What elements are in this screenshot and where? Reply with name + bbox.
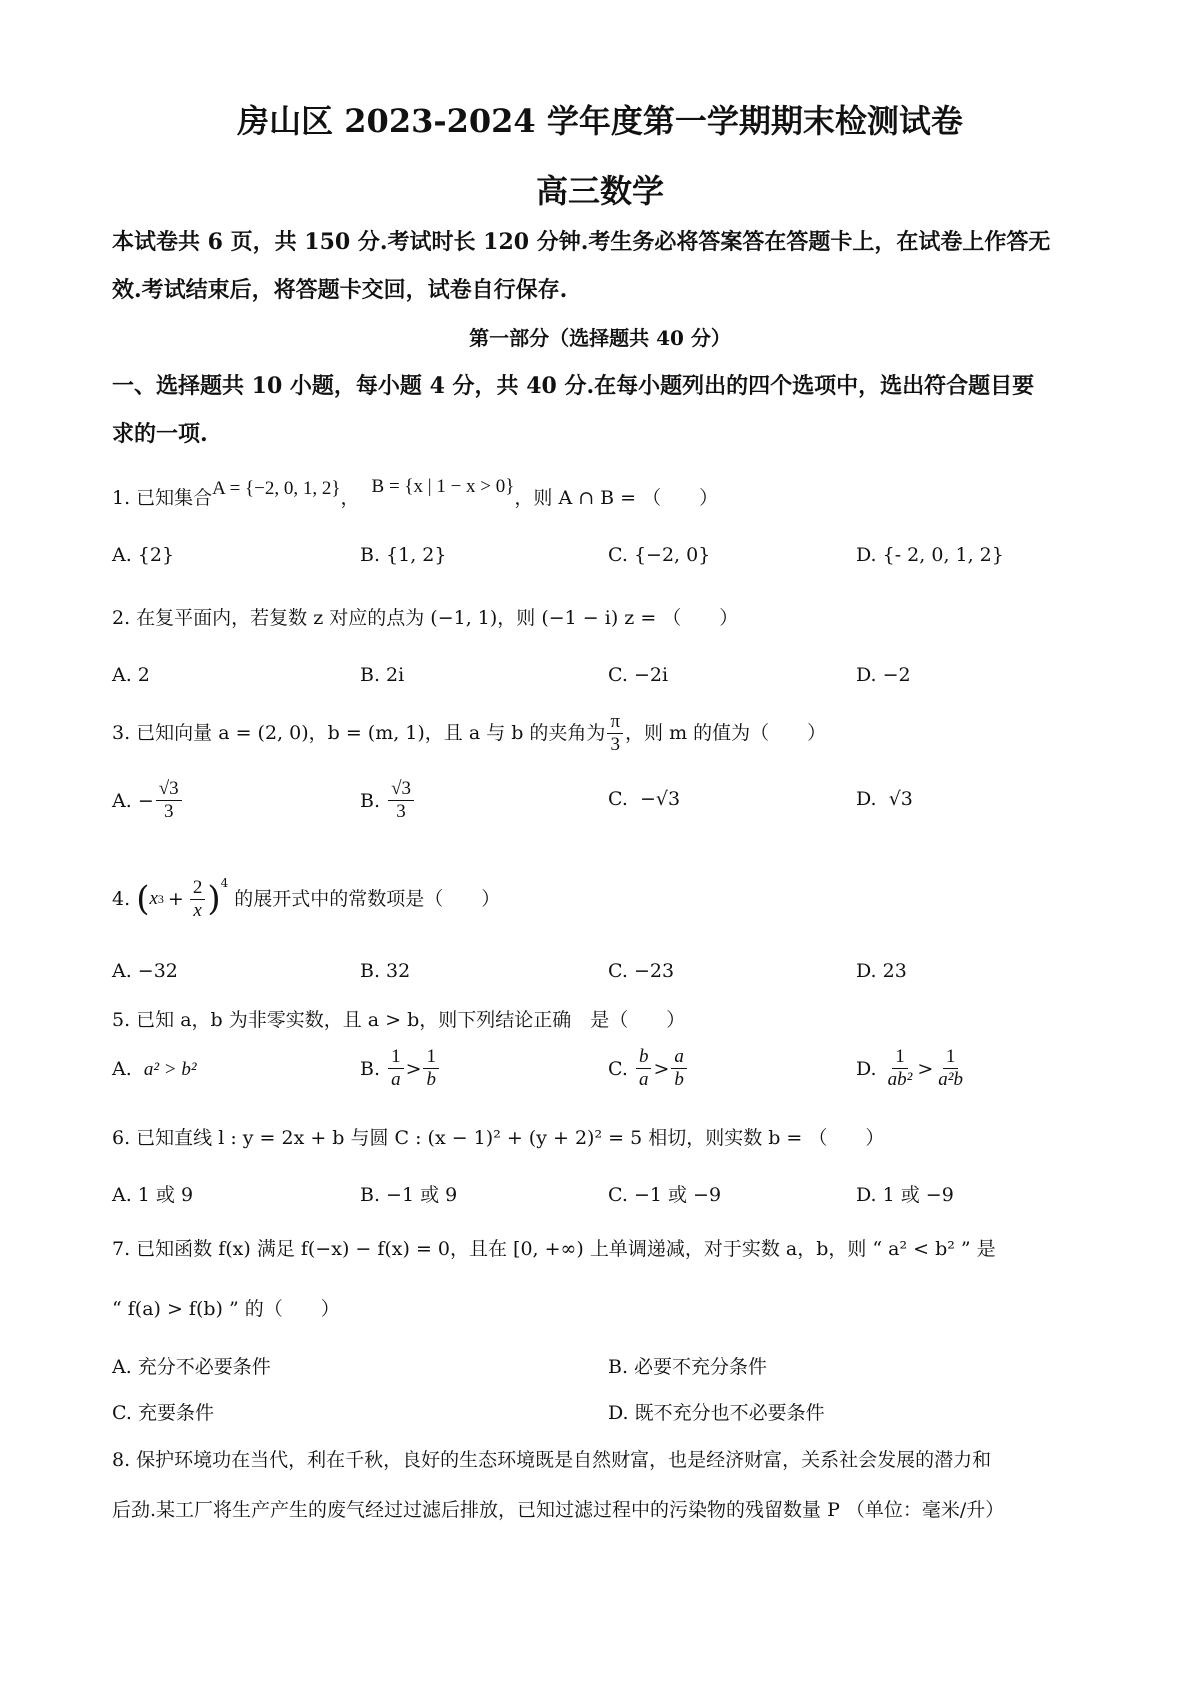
- q5-option-c-right-den: b: [674, 1069, 684, 1090]
- q6-option-c[interactable]: C. −1 或 −9: [608, 1184, 722, 1206]
- exam-subject: 高三数学: [535, 172, 664, 210]
- intro-line-2: 效.考试结束后，将答题卡交回，试卷自行保存.: [112, 277, 568, 303]
- q2-option-b[interactable]: B. 2i: [360, 664, 405, 686]
- q3-option-c-value: −√3: [640, 788, 681, 810]
- q2-option-c[interactable]: C. −2i: [608, 664, 669, 686]
- q5-option-c-left: [636, 1046, 652, 1091]
- q7-option-d[interactable]: D. 既不充分也不必要条件: [608, 1402, 825, 1424]
- q3-option-d-value: √3: [888, 788, 913, 810]
- q5-option-d-left-den: ab²: [887, 1069, 913, 1090]
- q1-set-b: B = {x | 1 − x > 0}: [371, 476, 515, 497]
- q7-options-row-2: [112, 1398, 1102, 1438]
- part1-instruction-1: 一、选择题共 10 小题，每小题 4 分，共 40 分.在每小题列出的四个选项中，选出符合题目要: [112, 373, 1035, 399]
- q3-option-b-fraction: [388, 778, 414, 823]
- part1-heading: 第一部分（选择题共 40 分）: [469, 326, 731, 350]
- q4-base: x: [149, 888, 158, 909]
- q6-options: [112, 1180, 1102, 1220]
- q7-option-c[interactable]: C. 充要条件: [112, 1402, 214, 1424]
- q1-option-d[interactable]: D. {- 2, 0, 1, 2}: [856, 544, 1004, 566]
- q3-option-a-sign: −: [137, 789, 154, 812]
- q3-option-c[interactable]: [608, 788, 680, 810]
- q5-option-d-left-num: 1: [892, 1046, 908, 1069]
- q3-prefix: 3. 已知向量 a = (2, 0)，b = (m, 1)，且 a 与 b 的夹角为: [112, 722, 606, 744]
- part1-instruction-2: 求的一项.: [112, 421, 208, 447]
- q2-option-a[interactable]: A. 2: [112, 664, 150, 686]
- q6-option-a[interactable]: A. 1 或 9: [112, 1184, 194, 1206]
- q1-prefix: 1. 已知集合: [112, 487, 213, 509]
- q3-options: [112, 778, 1102, 838]
- intro-line-1: 本试卷共 6 页，共 150 分.考试时长 120 分钟.考生务必将答案答在答题卡上，在试卷上作答无: [112, 229, 1051, 255]
- q5-option-b-label: B.: [360, 1057, 381, 1080]
- q7-options-row-1: [112, 1352, 1102, 1392]
- q4-frac-den: x: [193, 899, 202, 921]
- question-8-line-2: 后劲.某工厂将生产产生的废气经过过滤后排放，已知过滤过程中的污染物的残留数量 P （单位：毫米/升）: [112, 1499, 1005, 1521]
- q4-left-paren: (: [136, 879, 150, 919]
- q4-option-c[interactable]: C. −23: [608, 960, 675, 982]
- q7-option-b[interactable]: B. 必要不充分条件: [608, 1356, 768, 1378]
- q3-option-a-den: 3: [163, 801, 174, 822]
- q5-option-c-left-den: a: [638, 1069, 649, 1090]
- q5-option-a-expr: a² > b²: [143, 1059, 197, 1080]
- q3-tail: ，则 m 的值为（ ）: [625, 722, 827, 744]
- q5-option-d-right: [935, 1046, 966, 1091]
- q5-option-b-left-num: 1: [388, 1046, 404, 1069]
- q4-exp: 4: [220, 876, 229, 890]
- q4-options: [112, 960, 1102, 1000]
- q5-option-d-gt: >: [917, 1057, 934, 1080]
- q3-option-b[interactable]: [360, 778, 416, 823]
- q5-option-b[interactable]: [360, 1046, 441, 1091]
- q1-option-a[interactable]: A. {2}: [112, 544, 175, 566]
- q3-option-b-num: √3: [388, 778, 414, 801]
- q5-option-d-right-den: a²b: [938, 1069, 963, 1090]
- question-8-line-1: 8. 保护环境功在当代，利在千秋，良好的生态环境既是自然财富，也是经济财富，关系社会发展的潜力和: [112, 1449, 992, 1471]
- question-1: [112, 476, 1102, 513]
- q7-option-a[interactable]: A. 充分不必要条件: [112, 1356, 271, 1378]
- q4-plus: +: [167, 888, 184, 910]
- q5-option-a[interactable]: [112, 1058, 197, 1081]
- q3-angle-fraction: [607, 711, 623, 756]
- q4-tail: 的展开式中的常数项是（ ）: [234, 888, 501, 910]
- q1-options: [112, 544, 1102, 584]
- q3-option-a-label: A.: [112, 789, 132, 812]
- q4-option-a[interactable]: A. −32: [112, 960, 178, 982]
- q5-option-b-right-den: b: [426, 1069, 436, 1090]
- q3-option-b-label: B.: [360, 789, 381, 812]
- q5-option-d-label: D.: [856, 1057, 877, 1080]
- q4-label: 4.: [112, 888, 131, 910]
- q1-option-b[interactable]: B. {1, 2}: [360, 544, 447, 566]
- q4-option-b[interactable]: B. 32: [360, 960, 411, 982]
- q5-option-b-right: [423, 1046, 439, 1091]
- q5-option-b-gt: >: [405, 1057, 422, 1080]
- question-4: [112, 866, 1102, 932]
- q4-base-exp: 3: [157, 892, 164, 906]
- q5-option-c-right: [671, 1046, 687, 1091]
- q5-option-a-label: A.: [112, 1058, 132, 1080]
- q5-option-b-left: [388, 1046, 404, 1091]
- q3-option-a-num: √3: [156, 778, 182, 801]
- q6-option-b[interactable]: B. −1 或 9: [360, 1184, 458, 1206]
- q5-option-b-right-num: 1: [423, 1046, 439, 1069]
- q5-option-d[interactable]: [856, 1046, 968, 1091]
- q5-option-d-right-num: 1: [943, 1046, 959, 1069]
- q5-option-c-left-num: b: [636, 1046, 652, 1069]
- question-6: 6. 已知直线 l : y = 2x + b 与圆 C : (x − 1)² + (y + 2)² = 5 相切，则实数 b = （ ）: [112, 1127, 885, 1149]
- q1-option-c[interactable]: C. {−2, 0}: [608, 544, 711, 566]
- q5-option-c[interactable]: [608, 1046, 689, 1091]
- question-2: 2. 在复平面内，若复数 z 对应的点为 (−1, 1)，则 (−1 − i) z = （ ）: [112, 607, 739, 629]
- q3-angle-num: π: [607, 711, 623, 734]
- q2-option-d[interactable]: D. −2: [856, 664, 911, 686]
- q3-option-a[interactable]: [112, 778, 184, 823]
- q5-option-d-left: [885, 1046, 916, 1091]
- q3-option-c-label: C.: [608, 788, 628, 810]
- q1-sep: ，: [340, 487, 360, 509]
- q1-set-a: A = {−2, 0, 1, 2}: [212, 478, 341, 499]
- question-5: 5. 已知 a，b 为非零实数，且 a > b，则下列结论正确 是（ ）: [112, 1009, 686, 1031]
- q3-option-d[interactable]: [856, 788, 913, 810]
- q3-angle-den: 3: [610, 733, 620, 755]
- question-7-line-2: “ f(a) > f(b) ” 的（ ）: [112, 1298, 340, 1320]
- q2-options: [112, 664, 1102, 704]
- q5-option-c-label: C.: [608, 1057, 628, 1080]
- q5-option-b-left-den: a: [391, 1069, 401, 1090]
- q5-options: [112, 1046, 1102, 1106]
- question-3: [112, 708, 1102, 758]
- q4-fraction: [190, 877, 206, 922]
- q4-frac-num: 2: [190, 877, 206, 900]
- q5-option-c-gt: >: [653, 1057, 670, 1080]
- q4-option-d[interactable]: D. 23: [856, 960, 907, 982]
- q4-right-paren: ): [207, 879, 221, 919]
- q1-tail: ，则 A ∩ B = （ ）: [514, 487, 719, 509]
- q5-option-c-right-num: a: [671, 1046, 687, 1069]
- q3-option-a-fraction: [156, 778, 182, 823]
- q3-option-d-label: D.: [856, 788, 877, 810]
- q3-option-b-den: 3: [396, 801, 406, 822]
- question-7-line-1: 7. 已知函数 f(x) 满足 f(−x) − f(x) = 0，且在 [0, +∞) 上单调递减，对于实数 a，b，则 “ a² < b² ” 是: [112, 1238, 996, 1260]
- exam-title: 房山区 2023-2024 学年度第一学期期末检测试卷: [237, 102, 963, 140]
- q6-option-d[interactable]: D. 1 或 −9: [856, 1184, 954, 1206]
